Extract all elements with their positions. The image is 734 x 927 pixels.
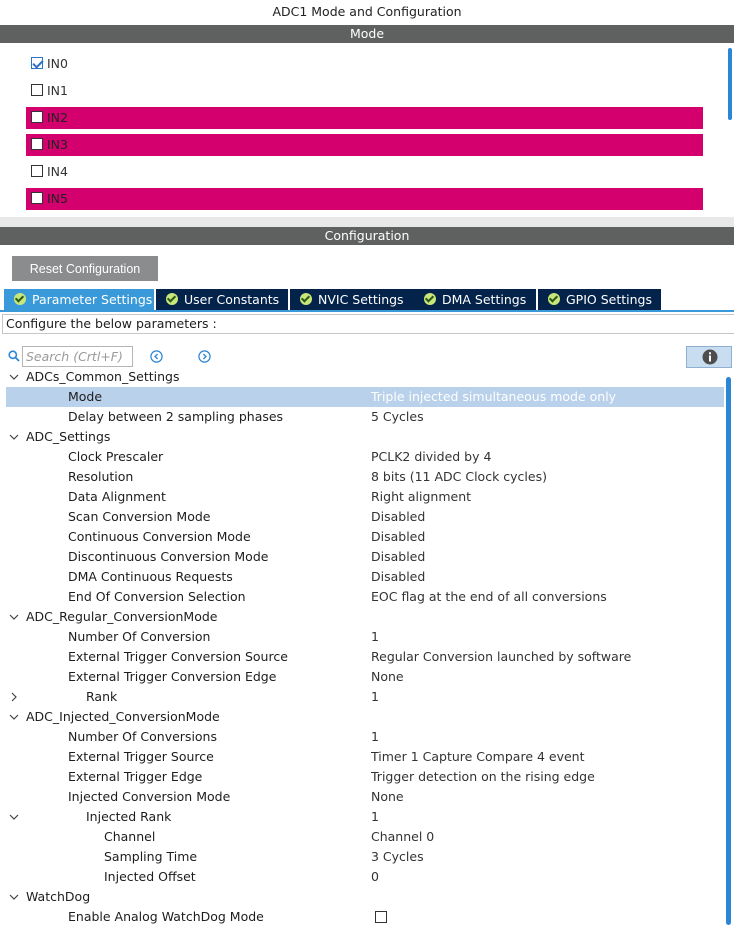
parameter-name: External Trigger Conversion Edge: [68, 669, 277, 684]
parameter-value[interactable]: Regular Conversion launched by software: [371, 649, 632, 664]
parameter-value[interactable]: Timer 1 Capture Compare 4 event: [371, 749, 585, 764]
checkbox-icon[interactable]: [375, 911, 387, 923]
parameter-row[interactable]: [0, 747, 724, 767]
chevron-down-icon[interactable]: [8, 607, 20, 627]
mode-scrollbar[interactable]: [728, 48, 732, 120]
check-circle-icon: [548, 293, 560, 305]
parameter-row[interactable]: [0, 847, 724, 867]
chevron-down-icon[interactable]: [8, 807, 20, 827]
parameter-name: Scan Conversion Mode: [68, 509, 211, 524]
checkbox-icon[interactable]: [31, 165, 43, 177]
parameter-value[interactable]: 8 bits (11 ADC Clock cycles): [371, 469, 547, 484]
mode-header: Mode: [0, 25, 734, 43]
tab-label: Parameter Settings: [32, 292, 153, 307]
tab-nvic-settings[interactable]: [290, 289, 414, 310]
checkbox-icon[interactable]: [31, 84, 43, 96]
parameter-value[interactable]: Disabled: [371, 569, 426, 584]
tab-parameter-settings[interactable]: [4, 289, 154, 310]
parameter-tree: [0, 367, 724, 927]
parameter-value[interactable]: Disabled: [371, 549, 426, 564]
parameter-row[interactable]: [0, 767, 724, 787]
tab-label: NVIC Settings: [318, 292, 404, 307]
configuration-header: Configuration: [0, 227, 734, 245]
parameter-name: Number Of Conversions: [68, 729, 217, 744]
mode-channel-row[interactable]: [26, 107, 703, 129]
tab-gpio-settings[interactable]: [538, 289, 661, 310]
checkbox-icon[interactable]: [31, 192, 43, 204]
mode-channel-row[interactable]: [26, 188, 703, 210]
parameter-row[interactable]: [0, 447, 724, 467]
mode-channel-label: IN3: [47, 137, 68, 152]
parameter-row[interactable]: [0, 867, 724, 887]
tab-label: User Constants: [184, 292, 280, 307]
parameter-name: Injected Offset: [104, 869, 196, 884]
parameter-value[interactable]: Trigger detection on the rising edge: [371, 769, 595, 784]
parameter-value[interactable]: Right alignment: [371, 489, 472, 504]
mode-channel-label: IN0: [47, 56, 68, 71]
tree-group-row[interactable]: [0, 367, 724, 387]
search-input[interactable]: [22, 346, 133, 367]
parameter-name: WatchDog: [26, 889, 91, 904]
parameter-row[interactable]: [0, 487, 724, 507]
reset-configuration-button[interactable]: Reset Configuration: [12, 256, 158, 281]
tab-label: GPIO Settings: [566, 292, 652, 307]
parameter-name: Rank: [86, 689, 118, 704]
checkbox-icon[interactable]: [31, 57, 43, 69]
window-title: ADC1 Mode and Configuration: [272, 4, 462, 19]
tree-group-row[interactable]: [0, 607, 724, 627]
parameter-value[interactable]: Triple injected simultaneous mode only: [371, 389, 617, 404]
parameter-row[interactable]: [0, 827, 724, 847]
parameter-name: ADCs_Common_Settings: [26, 369, 180, 384]
parameter-row[interactable]: [0, 667, 724, 687]
parameter-row[interactable]: [0, 807, 724, 827]
parameter-value[interactable]: 1: [371, 809, 379, 824]
parameter-name: ADC_Regular_ConversionMode: [26, 609, 218, 624]
parameter-name: Enable Analog WatchDog Mode: [68, 909, 264, 924]
chevron-right-icon[interactable]: [8, 687, 20, 707]
parameter-name: Injected Rank: [86, 809, 172, 824]
parameter-name: Discontinuous Conversion Mode: [68, 549, 269, 564]
parameter-value[interactable]: None: [371, 789, 404, 804]
parameter-row[interactable]: [0, 547, 724, 567]
mode-channel-row[interactable]: [26, 80, 703, 102]
parameter-value[interactable]: Disabled: [371, 509, 426, 524]
pane-splitter[interactable]: [0, 217, 734, 227]
tree-scrollbar[interactable]: [726, 377, 731, 925]
parameter-name: External Trigger Edge: [68, 769, 203, 784]
parameter-value[interactable]: None: [371, 669, 404, 684]
parameter-row[interactable]: [0, 587, 724, 607]
parameter-row[interactable]: [0, 567, 724, 587]
check-circle-icon: [300, 293, 312, 305]
tab-underline: [0, 310, 734, 312]
chevron-down-icon[interactable]: [8, 367, 20, 387]
parameter-name: Clock Prescaler: [68, 449, 164, 464]
tree-group-row[interactable]: [0, 427, 724, 447]
tab-label: DMA Settings: [442, 292, 527, 307]
mode-channel-label: IN5: [47, 191, 68, 206]
checkbox-icon[interactable]: [31, 111, 43, 123]
search-icon: [8, 350, 20, 362]
parameter-name: Channel: [104, 829, 156, 844]
parameter-name: Resolution: [68, 469, 134, 484]
check-circle-icon: [166, 293, 178, 305]
mode-channel-row[interactable]: [26, 161, 703, 183]
parameter-name: External Trigger Source: [68, 749, 214, 764]
parameter-row[interactable]: [0, 907, 724, 927]
tree-group-row[interactable]: [0, 707, 724, 727]
mode-channel-label: IN4: [47, 164, 68, 179]
parameter-name: Continuous Conversion Mode: [68, 529, 251, 544]
parameter-value[interactable]: 5 Cycles: [371, 409, 424, 424]
parameter-value[interactable]: 1: [371, 629, 379, 644]
parameter-name: DMA Continuous Requests: [68, 569, 233, 584]
parameter-row[interactable]: [0, 787, 724, 807]
parameter-value[interactable]: 1: [371, 689, 379, 704]
mode-channel-label: IN2: [47, 110, 68, 125]
tab-dma-settings[interactable]: [414, 289, 536, 310]
parameter-row[interactable]: [0, 727, 724, 747]
configure-instructions: Configure the below parameters :: [2, 314, 734, 334]
parameter-row[interactable]: [0, 507, 724, 527]
parameter-row[interactable]: [0, 467, 724, 487]
parameter-name: ADC_Injected_ConversionMode: [26, 709, 220, 724]
mode-channel-row[interactable]: [26, 134, 703, 156]
info-icon: [702, 349, 718, 365]
mode-channel-row[interactable]: [26, 53, 703, 75]
parameter-row[interactable]: [0, 687, 724, 707]
parameter-name: ADC_Settings: [26, 429, 111, 444]
parameter-name: Data Alignment: [68, 489, 166, 504]
parameter-row[interactable]: [0, 407, 724, 427]
parameter-name: Number Of Conversion: [68, 629, 211, 644]
parameter-value[interactable]: 0: [371, 869, 379, 884]
parameter-value[interactable]: EOC flag at the end of all conversions: [371, 589, 607, 604]
parameter-name: External Trigger Conversion Source: [68, 649, 288, 664]
check-circle-icon: [424, 293, 436, 305]
parameter-name: End Of Conversion Selection: [68, 589, 246, 604]
parameter-value[interactable]: Channel 0: [371, 829, 435, 844]
parameter-name: Injected Conversion Mode: [68, 789, 231, 804]
parameter-name: Sampling Time: [104, 849, 198, 864]
check-circle-icon: [14, 293, 26, 305]
checkbox-icon[interactable]: [31, 138, 43, 150]
parameter-name: Mode: [68, 389, 103, 404]
chevron-down-icon[interactable]: [8, 427, 20, 447]
parameter-name: Delay between 2 sampling phases: [68, 409, 284, 424]
parameter-row[interactable]: [0, 527, 724, 547]
parameter-value[interactable]: 3 Cycles: [371, 849, 424, 864]
chevron-down-icon[interactable]: [8, 887, 20, 907]
parameter-row[interactable]: [0, 647, 724, 667]
parameter-value[interactable]: Disabled: [371, 529, 426, 544]
parameter-row[interactable]: [6, 387, 724, 407]
tree-group-row[interactable]: [0, 887, 724, 907]
parameter-value[interactable]: 1: [371, 729, 379, 744]
mode-channel-list: [0, 43, 734, 217]
parameter-row[interactable]: [0, 627, 724, 647]
arrow-left-circle-icon[interactable]: [150, 350, 163, 363]
tab-user-constants[interactable]: [156, 289, 288, 310]
settings-tabs: [4, 289, 734, 310]
info-button[interactable]: [686, 346, 732, 368]
arrow-right-circle-icon[interactable]: [198, 350, 211, 363]
chevron-down-icon[interactable]: [8, 707, 20, 727]
mode-channel-label: IN1: [47, 83, 68, 98]
parameter-value[interactable]: PCLK2 divided by 4: [371, 449, 492, 464]
